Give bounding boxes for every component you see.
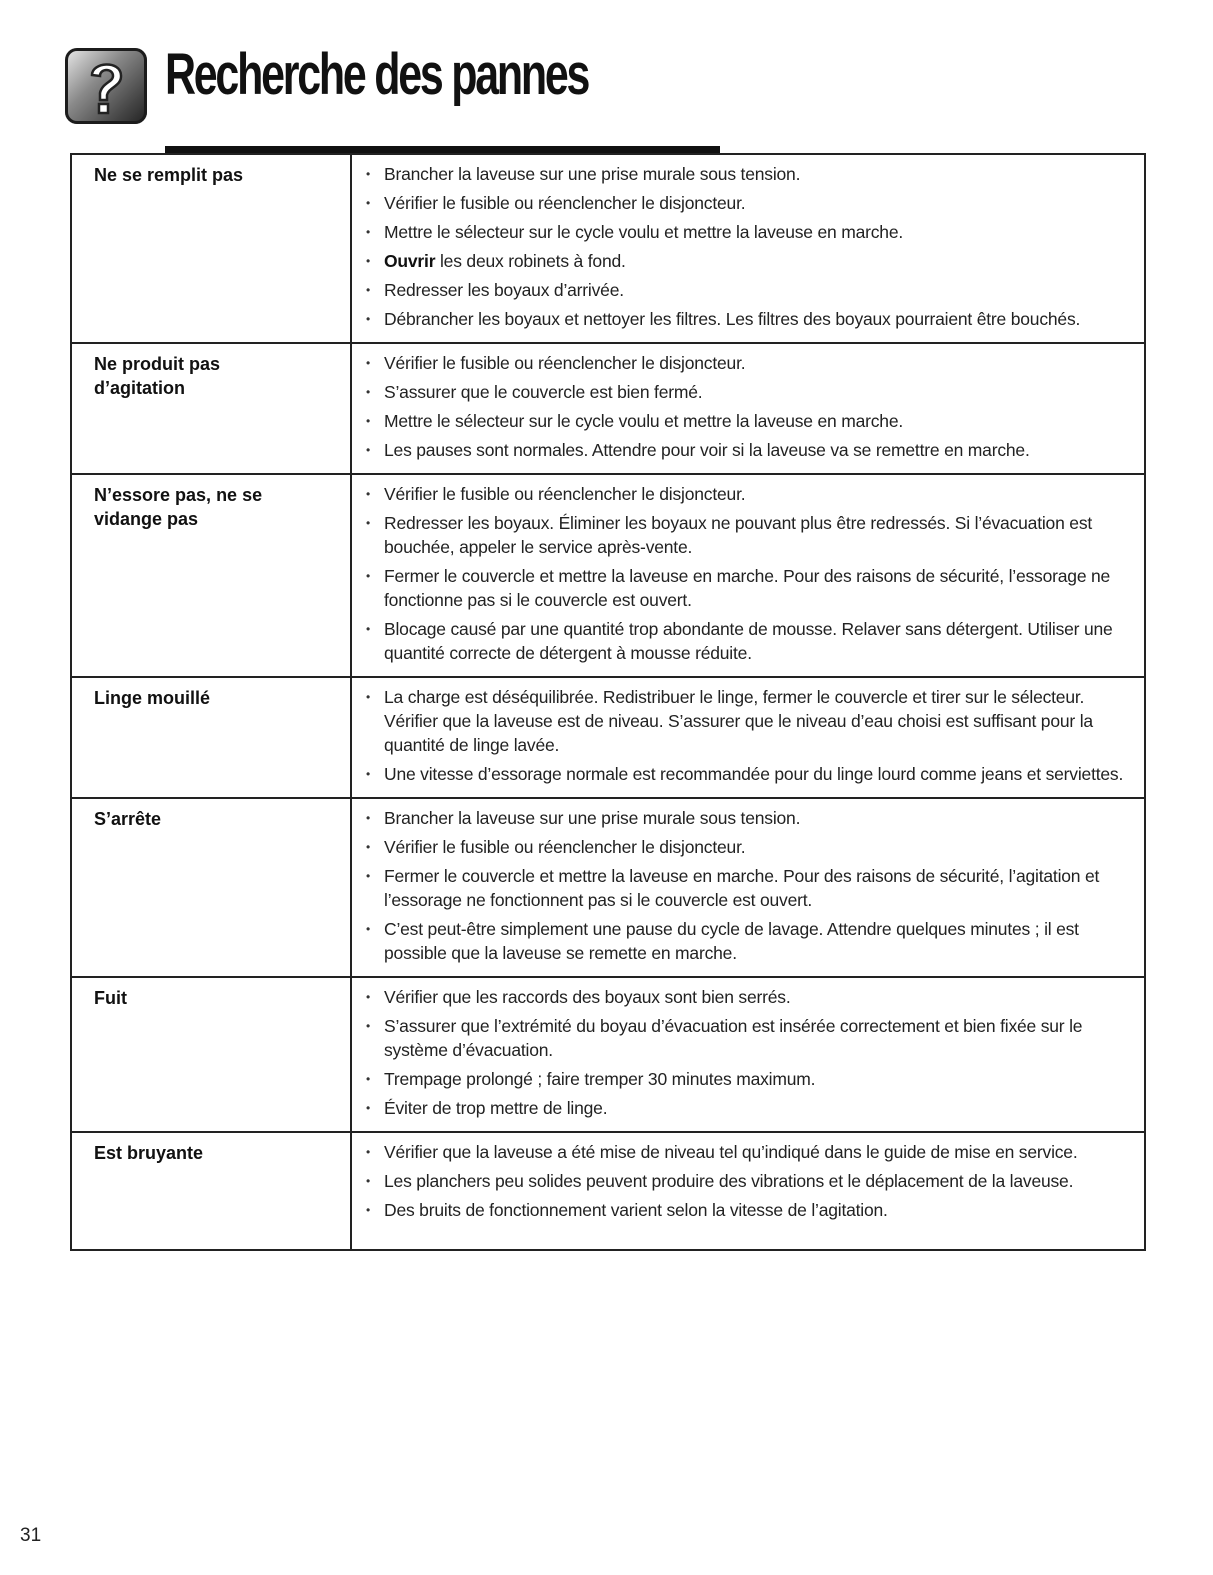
solution-item: • Les planchers peu solides peuvent produire des vibrations et le déplacement de la laveuse. [366,1169,1138,1193]
table-row [71,798,1145,977]
solution-item: • S’assurer que l’extrémité du boyau d’évacuation est insérée correctement et bien fixée sur le système d’évacuation. [366,1014,1138,1062]
solution-list [366,482,1138,665]
problem-cell [71,977,351,1132]
solutions-cell [351,977,1145,1132]
page-number: 31 [20,1525,42,1546]
solution-item: • Les pauses sont normales. Attendre pour voir si la laveuse va se remettre en marche. [366,438,1138,462]
solution-item: • Vérifier le fusible ou réenclencher le disjoncteur. [366,482,1138,506]
solution-item: • Redresser les boyaux d’arrivée. [366,278,1138,302]
solution-list [366,1140,1138,1222]
solution-item: • Fermer le couvercle et mettre la laveuse en marche. Pour des raisons de sécurité, l’agitation et l’essorage ne fonctionnent pas si le couvercle est ouvert. [366,864,1138,912]
problem-label: Linge mouillé [94,688,211,708]
table-row [71,474,1145,677]
page-title: Recherche des pannes [165,42,589,107]
table-row [71,154,1145,343]
table-row [71,1132,1145,1250]
solution-item: • Vérifier le fusible ou réenclencher le disjoncteur. [366,351,1138,375]
problem-cell [71,154,351,343]
solution-item: • Vérifier le fusible ou réenclencher le disjoncteur. [366,835,1138,859]
solution-item: • Ouvrir les deux robinets à fond. [366,249,1138,273]
problem-cell [71,798,351,977]
problem-cell [71,1132,351,1250]
solution-list [366,162,1138,331]
solution-item: • Vérifier que la laveuse a été mise de niveau tel qu’indiqué dans le guide de mise en service. [366,1140,1138,1164]
solution-list [366,985,1138,1120]
problem-label: S’arrête [94,809,162,829]
table-row [71,977,1145,1132]
solutions-cell [351,343,1145,474]
solution-item: • Redresser les boyaux. Éliminer les boyaux ne pouvant plus être redressés. Si l’évacuation est bouchée, appeler le service après-vente. [366,511,1138,559]
solution-list [366,685,1138,786]
table-row [71,677,1145,798]
problem-cell [71,474,351,677]
solutions-cell [351,677,1145,798]
solution-item: • Brancher la laveuse sur une prise murale sous tension. [366,806,1138,830]
solution-item: • Blocage causé par une quantité trop abondante de mousse. Relaver sans détergent. Utiliser une quantité correcte de détergent à mousse réduite. [366,617,1138,665]
solution-item: • La charge est déséquilibrée. Redistribuer le linge, fermer le couvercle et tirer sur le sélecteur. Vérifier que la laveuse est de niveau. S’assurer que le niveau d’eau choisi est suffisant pour la quantité de linge lavée. [366,685,1138,757]
solution-item: • Mettre le sélecteur sur le cycle voulu et mettre la laveuse en marche. [366,409,1138,433]
solution-item: • Des bruits de fonctionnement varient selon la vitesse de l’agitation. [366,1198,1138,1222]
solution-item: • Brancher la laveuse sur une prise murale sous tension. [366,162,1138,186]
solution-item: • Débrancher les boyaux et nettoyer les filtres. Les filtres des boyaux pourraient être bouchés. [366,307,1138,331]
troubleshooting-table [70,153,1146,1251]
solution-item: • Fermer le couvercle et mettre la laveuse en marche. Pour des raisons de sécurité, l’essorage ne fonctionne pas si le couvercle est ouvert. [366,564,1138,612]
solution-list [366,351,1138,462]
problem-cell [71,343,351,474]
problem-label: Est bruyante [94,1143,204,1163]
solutions-cell [351,154,1145,343]
problem-label: Ne produit pas d’agitation [94,354,221,398]
solution-item: • S’assurer que le couvercle est bien fermé. [366,380,1138,404]
solutions-cell [351,798,1145,977]
solutions-cell [351,474,1145,677]
table-row [71,343,1145,474]
page-header [65,40,660,122]
solution-item: • Vérifier le fusible ou réenclencher le disjoncteur. [366,191,1138,215]
problem-label: Ne se remplit pas [94,165,244,185]
problem-label: Fuit [94,988,127,1008]
solution-item: • Trempage prolongé ; faire tremper 30 minutes maximum. [366,1067,1138,1091]
question-mark-icon [65,48,147,124]
solutions-cell [351,1132,1145,1250]
problem-cell [71,677,351,798]
solution-item: • Éviter de trop mettre de linge. [366,1096,1138,1120]
solution-item: • Vérifier que les raccords des boyaux sont bien serrés. [366,985,1138,1009]
solution-list [366,806,1138,965]
solution-item: • Une vitesse d’essorage normale est recommandée pour du linge lourd comme jeans et serviettes. [366,762,1138,786]
problem-label: N’essore pas, ne se vidange pas [94,485,263,529]
troubleshooting-table-body [71,154,1145,1250]
solution-item: • C’est peut-être simplement une pause du cycle de lavage. Attendre quelques minutes ; il est possible que la laveuse se remette en marche. [366,917,1138,965]
solution-item: • Mettre le sélecteur sur le cycle voulu et mettre la laveuse en marche. [366,220,1138,244]
